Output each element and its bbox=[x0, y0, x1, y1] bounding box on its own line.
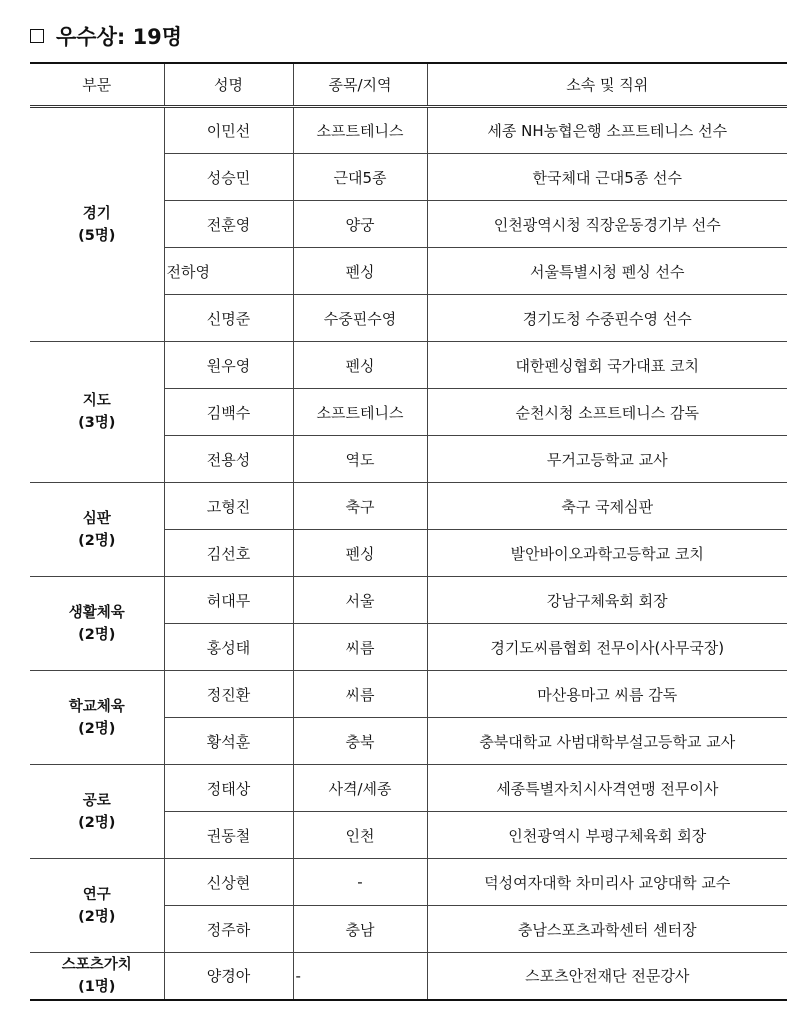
category-cell bbox=[30, 483, 164, 577]
sport-cell: 충남 bbox=[293, 906, 427, 953]
affiliation-cell: 한국체대 근대5종 선수 bbox=[427, 154, 787, 201]
affiliation-cell: 세종특별자치시사격연맹 전무이사 bbox=[427, 765, 787, 812]
category-label: 심판 bbox=[82, 510, 111, 527]
sport-cell: 양궁 bbox=[293, 201, 427, 248]
name-cell: 전용성 bbox=[164, 436, 293, 483]
sport-cell: - bbox=[293, 953, 427, 1000]
category-cell bbox=[30, 859, 164, 953]
name-cell: 황석훈 bbox=[164, 718, 293, 765]
category-cell bbox=[30, 671, 164, 765]
name-cell: 정태상 bbox=[164, 765, 293, 812]
table-row bbox=[30, 953, 787, 1000]
name-cell: 이민선 bbox=[164, 107, 293, 154]
header-sport: 종목/지역 bbox=[293, 63, 427, 107]
category-count: (3명) bbox=[78, 415, 116, 431]
affiliation-cell: 인천광역시 부평구체육회 회장 bbox=[427, 812, 787, 859]
affiliation-cell: 마산용마고 씨름 감독 bbox=[427, 671, 787, 718]
affiliation-cell: 경기도씨름협회 전무이사(사무국장) bbox=[427, 624, 787, 671]
affiliation-cell: 인천광역시청 직장운동경기부 선수 bbox=[427, 201, 787, 248]
affiliation-cell: 순천시청 소프트테니스 감독 bbox=[427, 389, 787, 436]
category-cell bbox=[30, 577, 164, 671]
name-cell: 허대무 bbox=[164, 577, 293, 624]
sport-cell: 펜싱 bbox=[293, 342, 427, 389]
name-cell: 신상현 bbox=[164, 859, 293, 906]
sport-cell: 소프트테니스 bbox=[293, 107, 427, 154]
affiliation-cell: 발안바이오과학고등학교 코치 bbox=[427, 530, 787, 577]
category-label: 학교체육 bbox=[68, 698, 125, 715]
name-cell: 김선호 bbox=[164, 530, 293, 577]
category-cell bbox=[30, 342, 164, 483]
category-label: 지도 bbox=[82, 393, 111, 409]
name-cell: 성승민 bbox=[164, 154, 293, 201]
sport-cell: 수중핀수영 bbox=[293, 295, 427, 342]
page-title-text: 우수상: 19명 bbox=[56, 25, 183, 49]
name-cell: 전하영 bbox=[164, 248, 293, 295]
table-header-row bbox=[30, 63, 787, 107]
affiliation-cell: 충남스포츠과학센터 센터장 bbox=[427, 906, 787, 953]
sport-cell: 서울 bbox=[293, 577, 427, 624]
name-cell: 권동철 bbox=[164, 812, 293, 859]
sport-cell: 축구 bbox=[293, 483, 427, 530]
header-division: 부문 bbox=[30, 63, 164, 107]
affiliation-cell: 세종 NH농협은행 소프트테니스 선수 bbox=[427, 107, 787, 154]
category-cell bbox=[30, 107, 164, 342]
category-label: 공로 bbox=[82, 792, 111, 809]
category-count: (2명) bbox=[78, 814, 116, 831]
affiliation-cell: 덕성여자대학 차미리사 교양대학 교수 bbox=[427, 859, 787, 906]
name-cell: 정주하 bbox=[164, 906, 293, 953]
affiliation-cell: 충북대학교 사범대학부설고등학교 교사 bbox=[427, 718, 787, 765]
category-cell bbox=[30, 953, 164, 1000]
table-row bbox=[30, 671, 787, 718]
name-cell: 김백수 bbox=[164, 389, 293, 436]
category-count: (1명) bbox=[78, 978, 116, 995]
category-cell bbox=[30, 765, 164, 859]
sport-cell: 역도 bbox=[293, 436, 427, 483]
sport-cell: 충북 bbox=[293, 718, 427, 765]
sport-cell: 소프트테니스 bbox=[293, 389, 427, 436]
table-row bbox=[30, 859, 787, 906]
table-row bbox=[30, 483, 787, 530]
header-name: 성명 bbox=[164, 63, 293, 107]
page-title bbox=[30, 20, 182, 52]
sport-cell: 씨름 bbox=[293, 624, 427, 671]
name-cell: 홍성태 bbox=[164, 624, 293, 671]
header-affiliation: 소속 및 직위 bbox=[427, 63, 787, 107]
name-cell: 전훈영 bbox=[164, 201, 293, 248]
table-row bbox=[30, 577, 787, 624]
sport-cell: 펜싱 bbox=[293, 530, 427, 577]
category-count: (2명) bbox=[78, 532, 116, 549]
name-cell: 고형진 bbox=[164, 483, 293, 530]
category-count: (5명) bbox=[78, 227, 116, 244]
affiliation-cell: 서울특별시청 펜싱 선수 bbox=[427, 248, 787, 295]
sport-cell: 근대5종 bbox=[293, 154, 427, 201]
checkbox-icon bbox=[30, 29, 44, 43]
category-label: 연구 bbox=[82, 886, 111, 903]
affiliation-cell: 무거고등학교 교사 bbox=[427, 436, 787, 483]
category-count: (2명) bbox=[78, 626, 116, 643]
table-row bbox=[30, 765, 787, 812]
category-label: 경기 bbox=[82, 205, 111, 222]
affiliation-cell: 강남구체육회 회장 bbox=[427, 577, 787, 624]
affiliation-cell: 대한펜싱협회 국가대표 코치 bbox=[427, 342, 787, 389]
affiliation-cell: 축구 국제심판 bbox=[427, 483, 787, 530]
category-count: (2명) bbox=[78, 720, 116, 737]
name-cell: 원우영 bbox=[164, 342, 293, 389]
awards-table bbox=[30, 62, 787, 1001]
table-body bbox=[30, 107, 787, 1000]
category-label: 스포츠가치 bbox=[61, 956, 132, 973]
sport-cell: 인천 bbox=[293, 812, 427, 859]
category-label: 생활체육 bbox=[68, 604, 125, 621]
name-cell: 신명준 bbox=[164, 295, 293, 342]
sport-cell: - bbox=[293, 859, 427, 906]
table-row bbox=[30, 342, 787, 389]
sport-cell: 펜싱 bbox=[293, 248, 427, 295]
category-count: (2명) bbox=[78, 908, 116, 925]
affiliation-cell: 경기도청 수중핀수영 선수 bbox=[427, 295, 787, 342]
table-row bbox=[30, 107, 787, 154]
name-cell: 양경아 bbox=[164, 953, 293, 1000]
sport-cell: 사격/세종 bbox=[293, 765, 427, 812]
name-cell: 정진환 bbox=[164, 671, 293, 718]
affiliation-cell: 스포츠안전재단 전문강사 bbox=[427, 953, 787, 1000]
sport-cell: 씨름 bbox=[293, 671, 427, 718]
